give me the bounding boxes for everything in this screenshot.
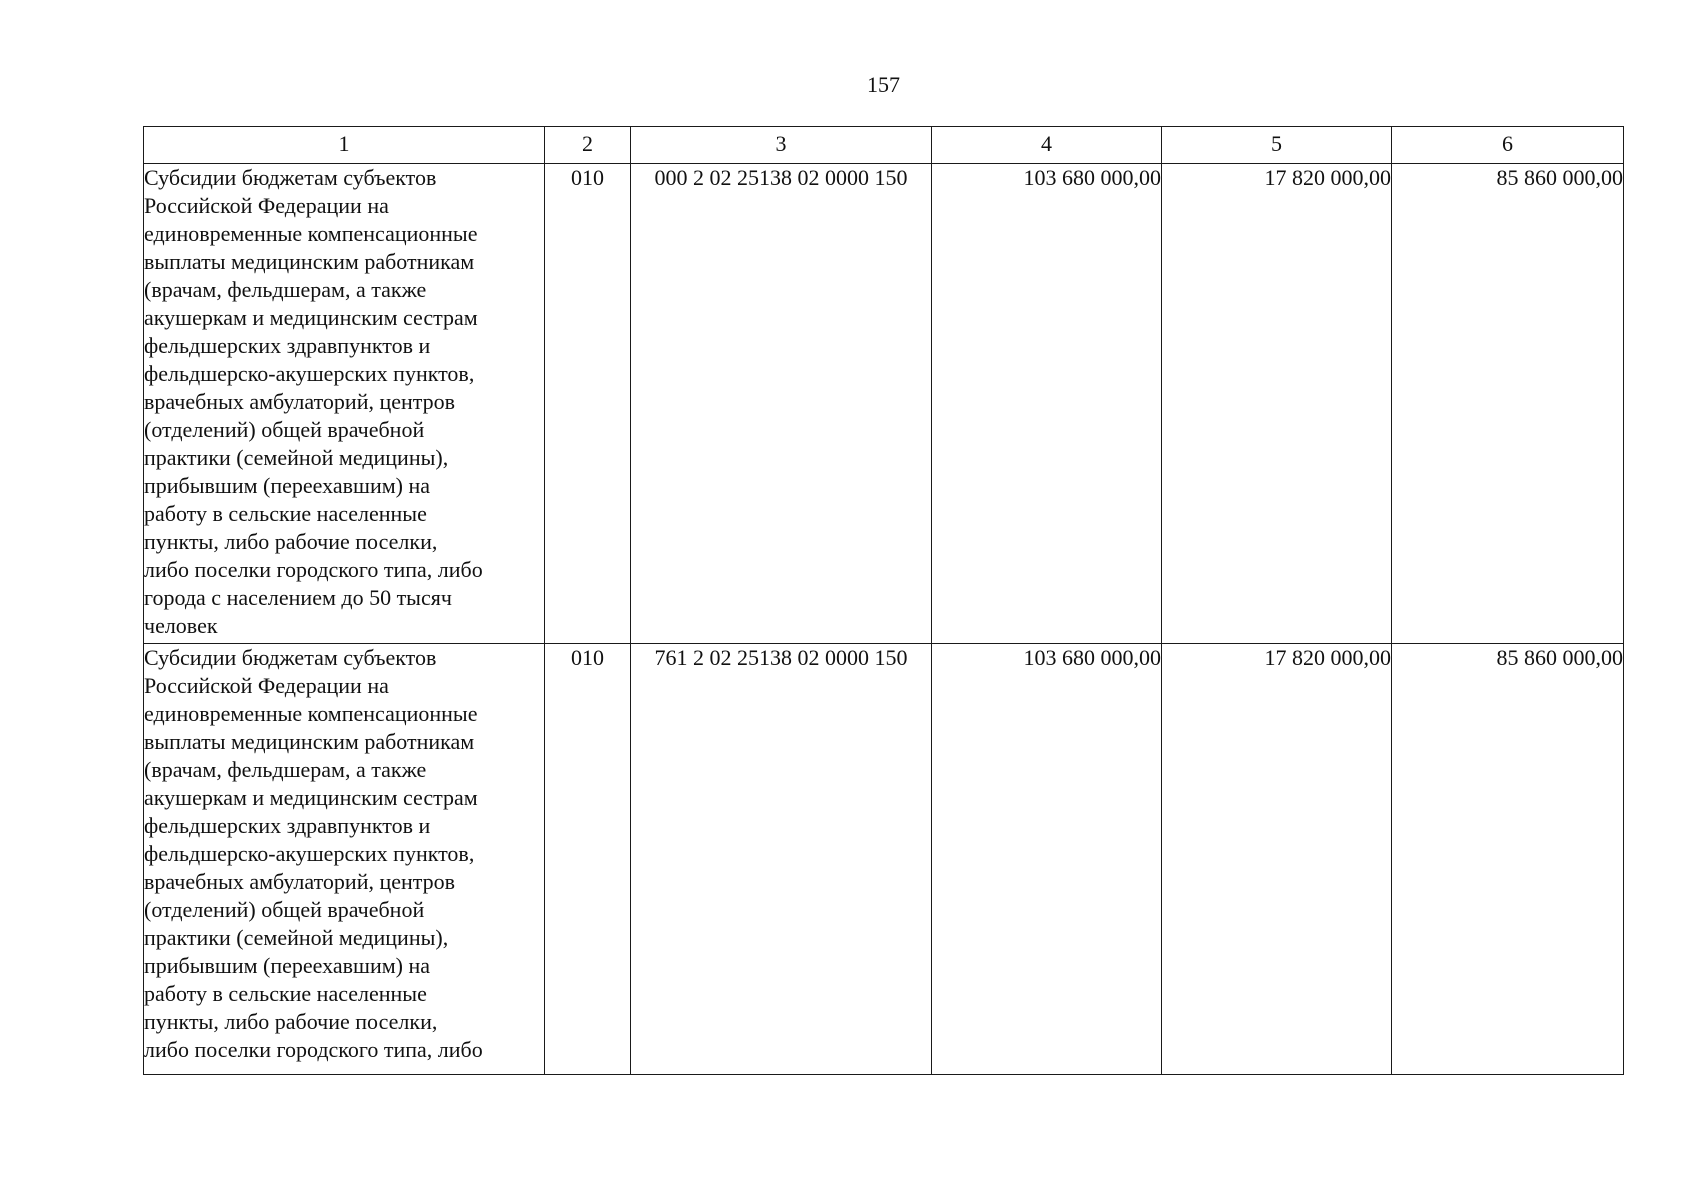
column-header-3: 3 [631, 127, 932, 164]
table-row [144, 164, 1624, 644]
row-description [144, 164, 545, 644]
description-line: человек [144, 613, 218, 638]
description-line: акушеркам и медицинским сестрам [144, 785, 478, 810]
description-line: (врачам, фельдшерам, а также [144, 277, 427, 302]
row-budget-classification-code: 761 2 02 25138 02 0000 150 [631, 644, 932, 1075]
description-line: пункты, либо рабочие поселки, [144, 529, 438, 554]
column-header-5: 5 [1162, 127, 1392, 164]
row-description [144, 644, 545, 1075]
column-header-6: 6 [1392, 127, 1624, 164]
description-line: единовременные компенсационные [144, 701, 478, 726]
row-code: 010 [545, 164, 631, 644]
table-header-row [144, 127, 1624, 164]
row-code: 010 [545, 644, 631, 1075]
row-amount-col6: 85 860 000,00 [1392, 644, 1624, 1075]
description-line: работу в сельские населенные [144, 981, 427, 1006]
description-line: либо поселки городского типа, либо [144, 1037, 483, 1062]
description-line: единовременные компенсационные [144, 221, 478, 246]
description-line: прибывшим (переехавшим) на [144, 953, 431, 978]
description-line: врачебных амбулаторий, центров [144, 389, 456, 414]
row-amount-col5: 17 820 000,00 [1162, 164, 1392, 644]
description-line: выплаты медицинским работникам [144, 249, 475, 274]
row-budget-classification-code: 000 2 02 25138 02 0000 150 [631, 164, 932, 644]
description-line: либо поселки городского типа, либо [144, 557, 483, 582]
description-line: (отделений) общей врачебной [144, 897, 425, 922]
description-line: города с населением до 50 тысяч [144, 585, 452, 610]
description-line: фельдшерских здравпунктов и [144, 333, 431, 358]
description-line: Российской Федерации на [144, 193, 389, 218]
description-line: пункты, либо рабочие поселки, [144, 1009, 438, 1034]
description-line: прибывшим (переехавшим) на [144, 473, 431, 498]
description-line: фельдшерско-акушерских пунктов, [144, 841, 475, 866]
row-amount-col4: 103 680 000,00 [932, 164, 1162, 644]
description-line: (врачам, фельдшерам, а также [144, 757, 427, 782]
description-line: (отделений) общей врачебной [144, 417, 425, 442]
row-amount-col6: 85 860 000,00 [1392, 164, 1624, 644]
description-line: работу в сельские населенные [144, 501, 427, 526]
page-number: 157 [867, 72, 900, 97]
table-row [144, 644, 1624, 1075]
description-line: фельдшерско-акушерских пунктов, [144, 361, 475, 386]
column-header-2: 2 [545, 127, 631, 164]
description-line: практики (семейной медицины), [144, 925, 449, 950]
description-line: Российской Федерации на [144, 673, 389, 698]
column-header-4: 4 [932, 127, 1162, 164]
row-amount-col5: 17 820 000,00 [1162, 644, 1392, 1075]
description-line: выплаты медицинским работникам [144, 729, 475, 754]
column-header-1: 1 [144, 127, 545, 164]
description-line: Субсидии бюджетам субъектов [144, 165, 437, 190]
description-line: фельдшерских здравпунктов и [144, 813, 431, 838]
description-line: акушеркам и медицинским сестрам [144, 305, 478, 330]
description-line: практики (семейной медицины), [144, 445, 449, 470]
row-amount-col4: 103 680 000,00 [932, 644, 1162, 1075]
description-line: Субсидии бюджетам субъектов [144, 645, 437, 670]
description-line: врачебных амбулаторий, центров [144, 869, 456, 894]
budget-table [143, 126, 1624, 1075]
